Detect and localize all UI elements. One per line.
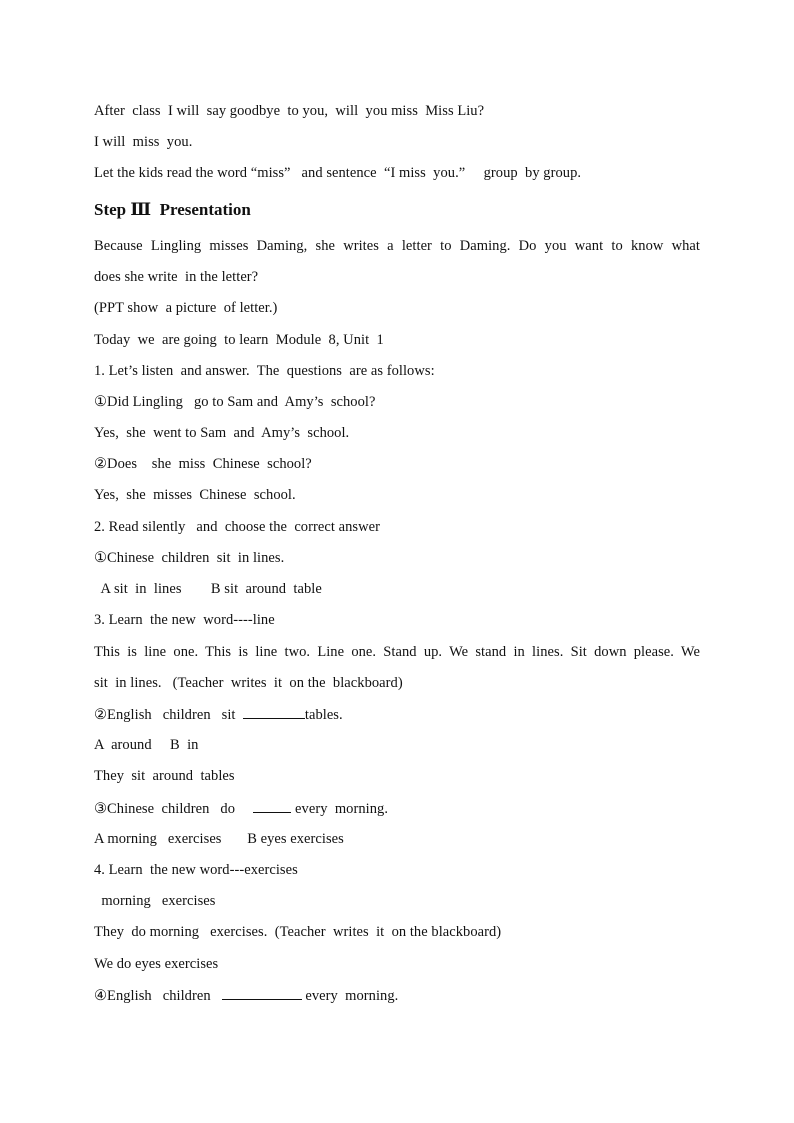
- fill-in-question: [94, 986, 398, 1005]
- question-heading: 2. Read silently and choose the correct answer: [94, 519, 380, 535]
- question-item: ②Does she miss Chinese school?: [94, 456, 312, 472]
- answer-options: A sit in lines B sit around table: [94, 581, 322, 597]
- question-text: every morning.: [301, 988, 399, 1004]
- paragraph-line: does she write in the letter?: [94, 269, 259, 285]
- question-text: ③Chinese children do: [94, 801, 254, 817]
- text-line: After class I will say goodbye to you, will you miss Miss Liu?: [94, 103, 485, 119]
- fill-in-question: [94, 705, 343, 724]
- text-line: I will miss you.: [94, 134, 193, 150]
- question-text: tables.: [304, 707, 343, 723]
- answer-line: They sit around tables: [94, 768, 235, 784]
- question-item: ①Did Lingling go to Sam and Amy’s school?: [94, 394, 376, 410]
- text-line: They do morning exercises. (Teacher writes it on the blackboard): [94, 924, 502, 940]
- text-line: (PPT show a picture of letter.): [94, 300, 278, 316]
- answer-options: A morning exercises B eyes exercises: [94, 831, 344, 847]
- answer-line: Yes, she went to Sam and Amy’s school.: [94, 425, 350, 441]
- answer-line: Yes, she misses Chinese school.: [94, 487, 296, 503]
- paragraph-line: This is line one. This is line two. Line one. Stand up. We stand in lines. Sit down please. We: [94, 644, 700, 660]
- answer-options: A around B in: [94, 737, 199, 753]
- question-text: ②English children sit: [94, 707, 243, 723]
- section-heading: Step Ⅲ Presentation: [94, 200, 251, 219]
- question-text: every morning.: [291, 801, 389, 817]
- paragraph-line: sit in lines. (Teacher writes it on the blackboard): [94, 675, 403, 691]
- answer-blank: [222, 986, 302, 1000]
- paragraph-line: Because Lingling misses Daming, she writes a letter to Daming. Do you want to know what: [94, 238, 700, 254]
- question-heading: 3. Learn the new word----line: [94, 612, 275, 628]
- text-line: We do eyes exercises: [94, 956, 219, 972]
- answer-blank: [243, 705, 305, 719]
- question-heading: 1. Let’s listen and answer. The questions are as follows:: [94, 363, 435, 379]
- question-heading: 4. Learn the new word---exercises: [94, 862, 298, 878]
- text-line: Today we are going to learn Module 8, Unit 1: [94, 332, 384, 348]
- fill-in-question: [94, 799, 388, 818]
- question-text: ④English children: [94, 988, 222, 1004]
- text-line: Let the kids read the word “miss” and sentence “I miss you.” group by group.: [94, 165, 582, 181]
- answer-blank: [253, 799, 291, 813]
- text-line: morning exercises: [94, 893, 216, 909]
- question-item: ①Chinese children sit in lines.: [94, 550, 285, 566]
